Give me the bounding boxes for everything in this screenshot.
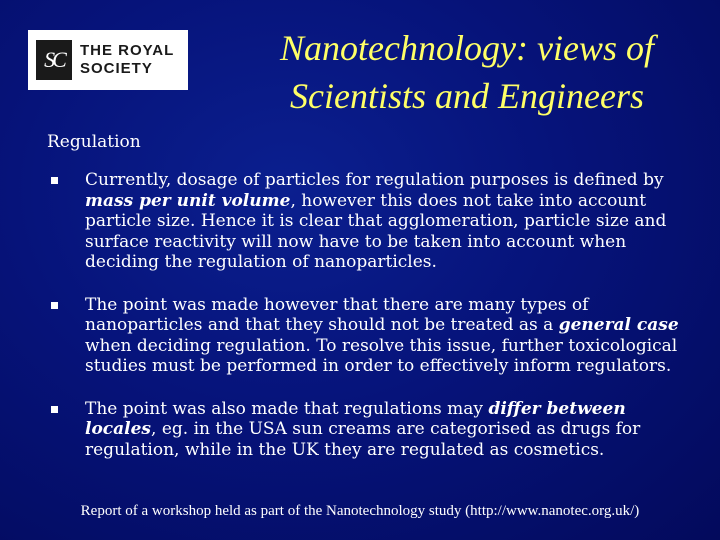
bullet-emphasis: differ between locales: [85, 398, 626, 439]
logo-wordmark: [80, 42, 174, 78]
square-bullet-icon: [51, 302, 58, 309]
royal-society-logo: [28, 30, 188, 90]
bullet-item: [47, 170, 687, 273]
bullet-text-pre: The point was made however that there are many types of nanoparticles and that they should not be treated as a: [85, 294, 589, 335]
square-bullet-icon: [51, 177, 58, 184]
bullet-text-pre: The point was also made that regulations may: [85, 398, 489, 419]
square-bullet-icon: [51, 406, 58, 413]
slide-title-line-1: Nanotechnology: views of: [280, 28, 654, 68]
bullet-list: [47, 170, 687, 460]
footer-citation: Report of a workshop held as part of the Nanotechnology study (http://www.nanotec.org.uk/): [80, 503, 640, 519]
bullet-text-post: , eg. in the USA sun creams are categorised as drugs for regulation, while in the UK they are regulated as cosmetics.: [85, 419, 641, 460]
bullet-text-pre: Currently, dosage of particles for regulation purposes is defined by: [85, 170, 664, 190]
section-heading: Regulation: [47, 132, 141, 152]
bullet-emphasis: general case: [558, 315, 679, 335]
bullet-item: [47, 399, 687, 461]
bullet-emphasis: mass per unit volume: [85, 190, 291, 211]
slide-title: [252, 24, 682, 120]
logo-line-2: SOCIETY: [80, 60, 153, 77]
bullet-text-post: when deciding regulation. To resolve this issue, further toxicological studies must be performed in order to effectively inform regulators.: [85, 335, 678, 376]
slide-title-line-2: Scientists and Engineers: [290, 76, 644, 116]
bullet-item: [47, 295, 687, 377]
logo-line-1: THE ROYAL: [80, 42, 175, 59]
royal-society-emblem-icon: SC: [36, 40, 72, 80]
bullet-text-post: , however this does not take into account particle size. Hence it is clear that agglomeration, particle size and surface reactivity will now have to be taken into account when deciding the regulation of nanoparticles.: [85, 190, 667, 272]
